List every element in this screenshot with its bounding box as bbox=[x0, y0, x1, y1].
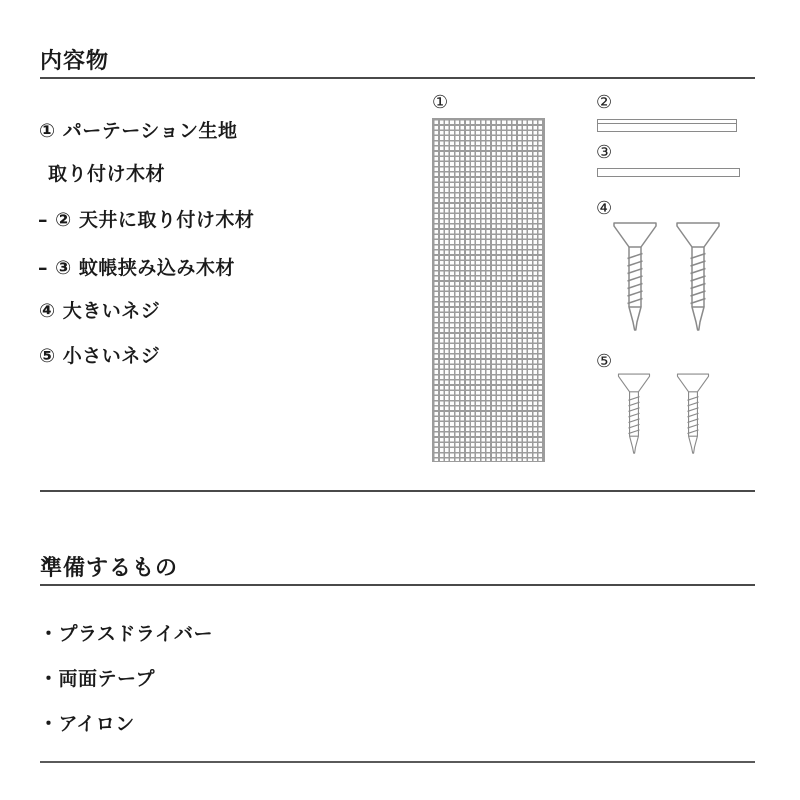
figure-label-3: ③ bbox=[596, 142, 613, 163]
contents-item-1-partition-fabric: ① パーテーション生地 bbox=[39, 120, 238, 142]
ceiling-wood-bar-illustration bbox=[597, 119, 737, 132]
large-screw-illustration bbox=[675, 221, 721, 333]
contents-section-end-rule bbox=[40, 490, 755, 492]
prepare-section-title: 準備するもの bbox=[40, 556, 179, 581]
prepare-title-rule bbox=[40, 584, 755, 586]
contents-item-4-large-screws: ④ 大きいネジ bbox=[39, 300, 161, 322]
large-screw-illustration bbox=[612, 221, 658, 333]
figure-label-4: ④ bbox=[596, 198, 613, 219]
partition-fabric-mesh-illustration bbox=[432, 118, 545, 462]
prepare-item-iron: ・アイロン bbox=[39, 713, 135, 735]
figure-label-1: ① bbox=[432, 92, 449, 113]
prepare-item-double-sided-tape: ・両面テープ bbox=[39, 668, 156, 690]
contents-item-mounting-wood-header: 取り付け木材 bbox=[48, 163, 166, 185]
prepare-item-phillips-screwdriver: ・プラスドライバー bbox=[39, 623, 213, 645]
contents-section-title: 内容物 bbox=[40, 49, 110, 74]
small-screw-illustration bbox=[676, 372, 710, 456]
contents-title-rule bbox=[40, 77, 755, 79]
small-screw-illustration bbox=[617, 372, 651, 456]
page-bottom-rule bbox=[40, 761, 755, 763]
net-clamp-wood-bar-illustration bbox=[597, 168, 740, 177]
ceiling-wood-bar-groove bbox=[598, 123, 736, 124]
contents-item-5-small-screws: ⑤ 小さいネジ bbox=[39, 345, 161, 367]
figure-label-5: ⑤ bbox=[596, 351, 613, 372]
contents-item-2-ceiling-wood: – ② 天井に取り付け木材 bbox=[38, 209, 255, 231]
figure-label-2: ② bbox=[596, 92, 613, 113]
contents-item-3-net-clamp-wood: – ③ 蚊帳挟み込み木材 bbox=[38, 257, 235, 279]
